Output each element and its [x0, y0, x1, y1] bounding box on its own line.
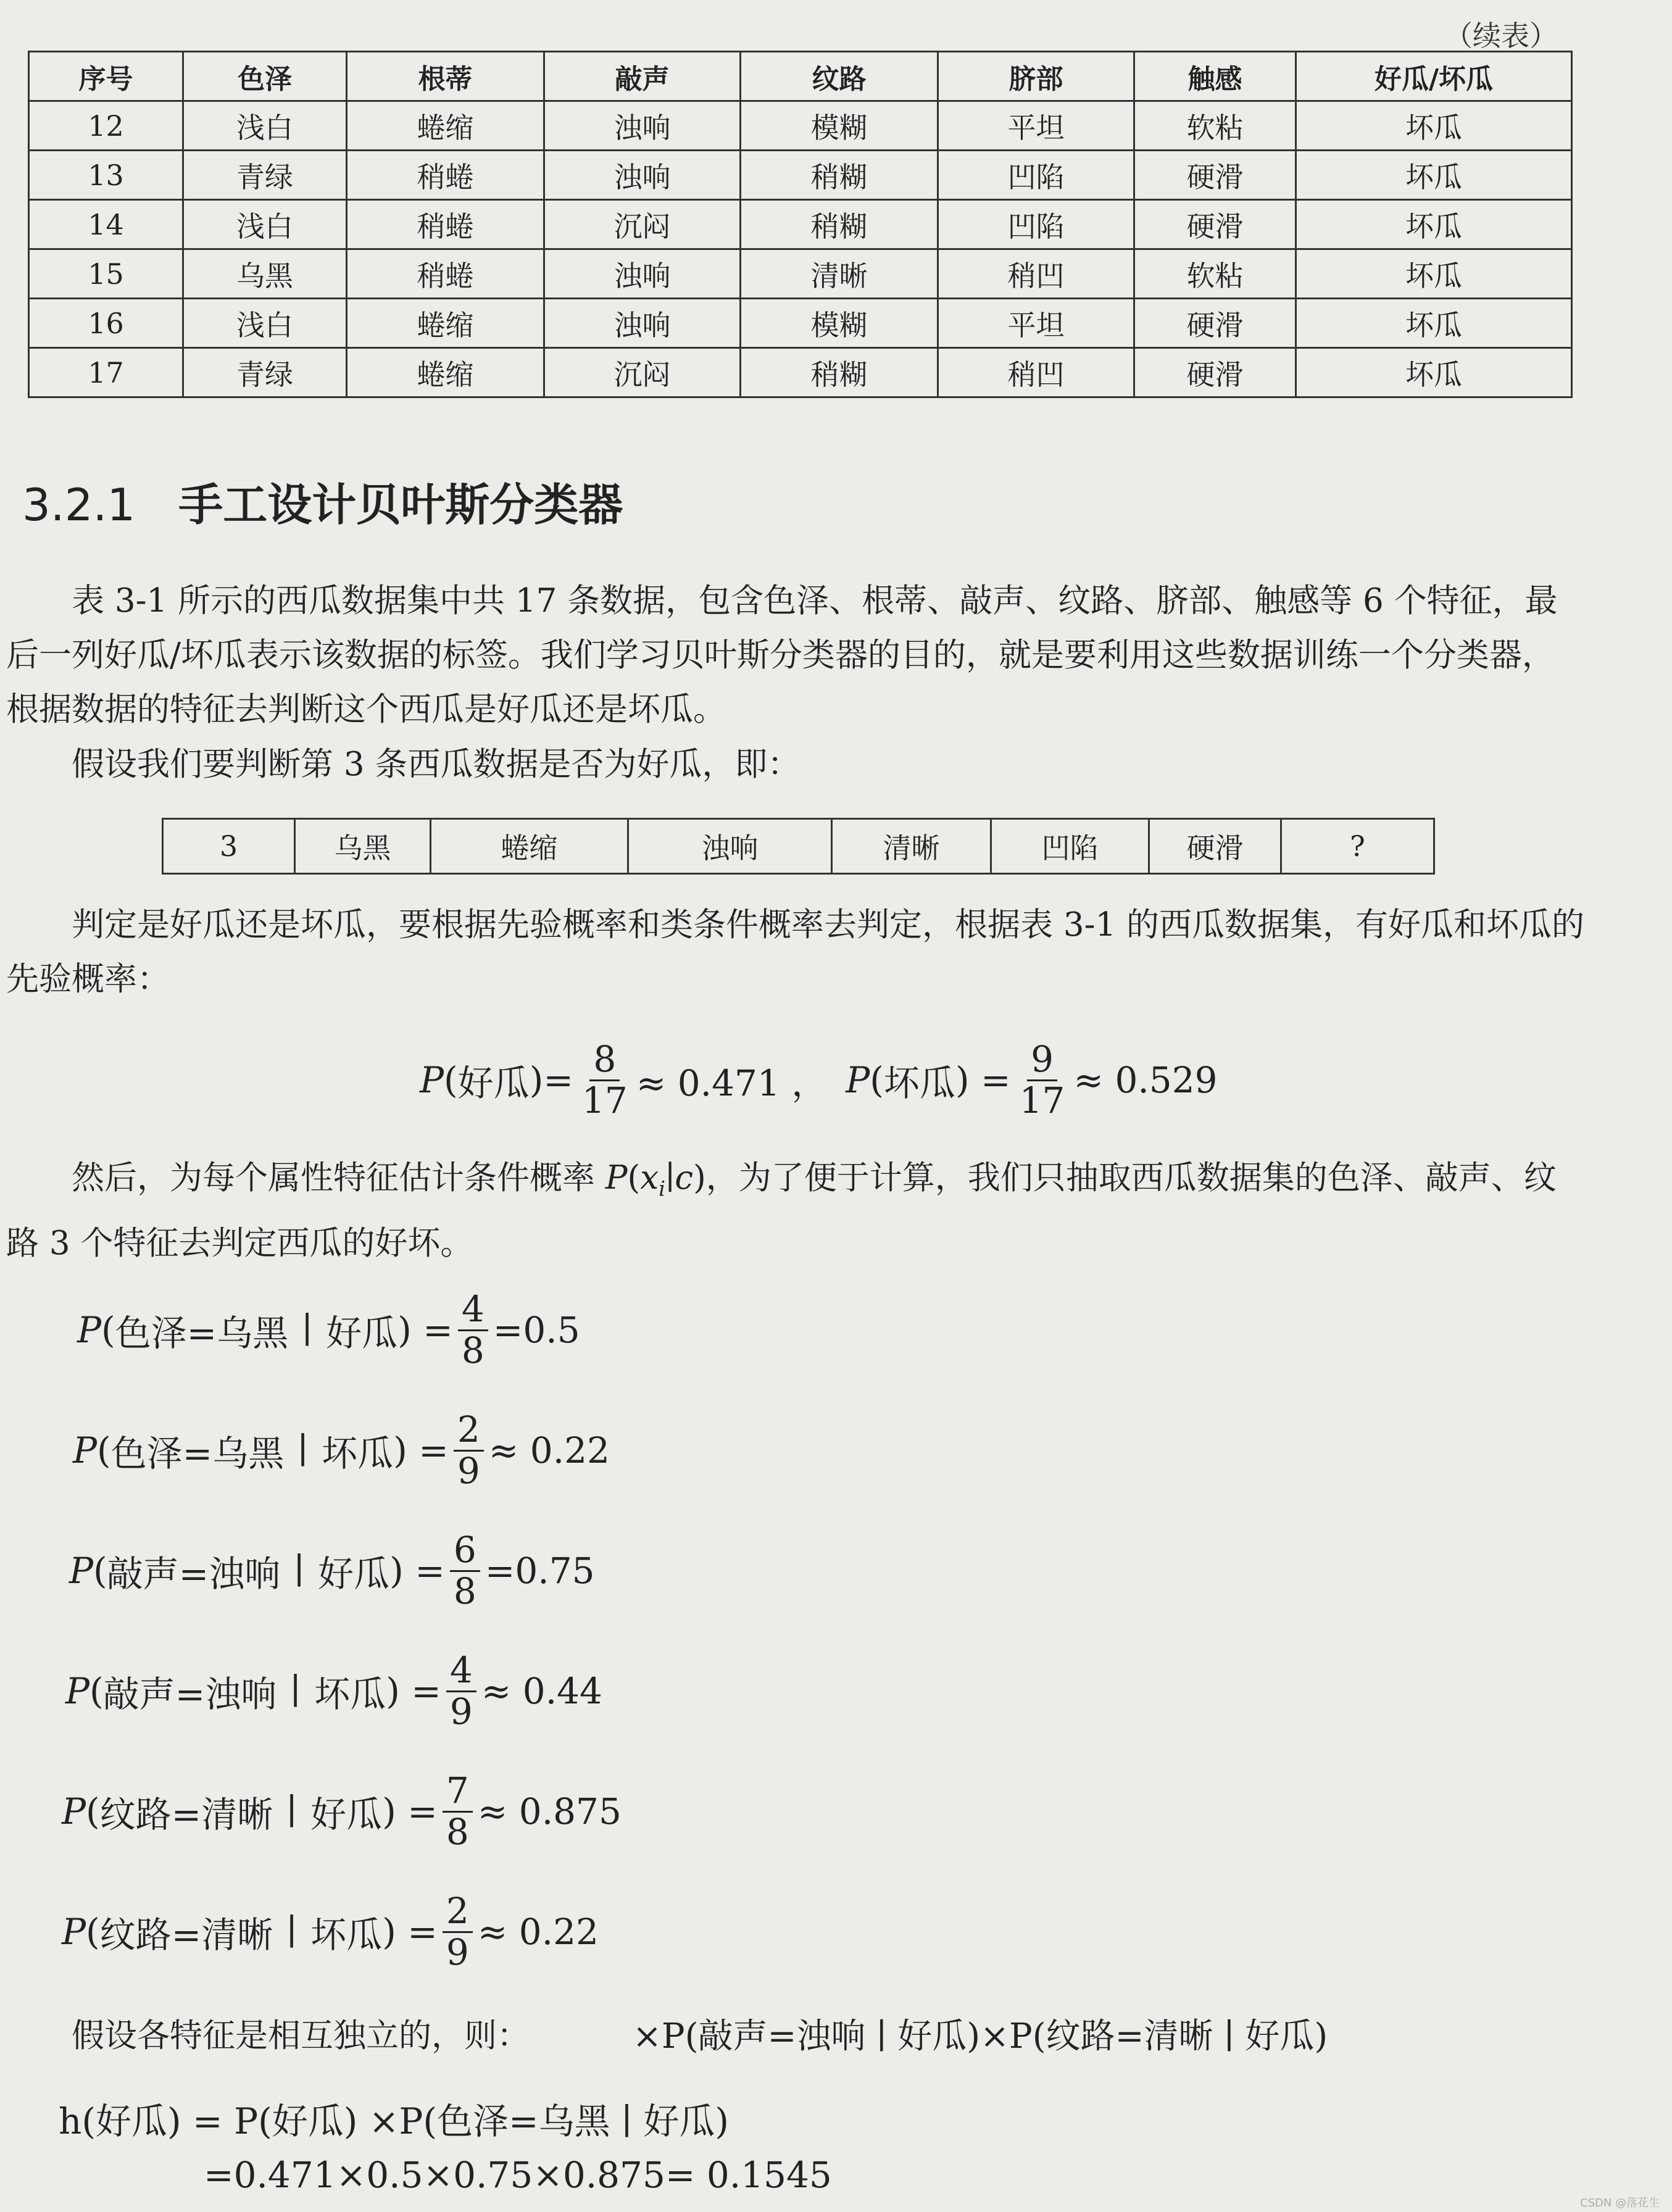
table-cell: 软粘	[1134, 249, 1296, 299]
denominator: 17	[581, 1079, 628, 1121]
table-cell: 模糊	[741, 299, 938, 348]
cond-symbol-c: c	[675, 1159, 694, 1197]
fraction	[446, 1651, 476, 1732]
column-header: 序号	[29, 52, 183, 101]
result: ≈ 0.22	[477, 1911, 599, 1953]
conditional-formula: P ( 敲声=浊响 ∣ 好瓜 ) = $\frac{6}{8}$ =0.75	[69, 1529, 595, 1612]
table-cell: 浅白	[183, 101, 347, 151]
result: =0.75	[485, 1550, 595, 1592]
paragraph-intro: 表 3-1 所示的西瓜数据集中共 17 条数据，包含色泽、根蒂、敲声、纹路、脐部、触感等 6 个特征，最后一列好瓜/坏瓜表示该数据的标签。我们学习贝叶斯分类器的目的，就是要利用这些数据训练一个分类器，根据数据的特征去判断这个西瓜是好瓜还是坏瓜。	[6, 582, 1558, 728]
table-row	[29, 200, 1572, 249]
numerator: 2	[443, 1892, 473, 1933]
paragraph-prior: 判定是好瓜还是坏瓜，要根据先验概率和类条件概率去判定，根据表 3-1 的西瓜数据集，有好瓜和坏瓜的先验概率：	[6, 906, 1585, 998]
table-header-row	[29, 52, 1572, 101]
prior-good-fraction	[578, 1040, 631, 1121]
table-row	[29, 101, 1572, 151]
numerator: 8	[589, 1040, 620, 1081]
table-row	[29, 151, 1572, 200]
paragraph-conditional: 然后，为每个属性特征估计条件概率 $P(x_i∣c)$，为了便于计算，我们只抽取西瓜数据集的色泽、敲声、纹路 3 个特征去判定西瓜的好坏。	[6, 1159, 1557, 1262]
table-cell: 浊响	[544, 101, 741, 151]
table-cell: 浊响	[544, 249, 741, 299]
cond-text-a: 然后，为每个属性特征估计条件概率	[72, 1159, 605, 1197]
table-cell: 浊响	[544, 151, 741, 200]
prior-good-label: 好瓜	[457, 1062, 530, 1105]
class-label: 好瓜	[318, 1553, 390, 1595]
table-row	[29, 249, 1572, 299]
result: ≈ 0.22	[488, 1429, 610, 1472]
query-cell: 凹陷	[991, 819, 1149, 874]
query-row	[163, 819, 1434, 874]
table-cell: 平坦	[938, 101, 1134, 151]
numerator: 2	[454, 1410, 484, 1452]
condition: 色泽=乌黑	[115, 1312, 289, 1355]
table-cell: 浅白	[183, 299, 347, 348]
column-header: 根蒂	[347, 52, 544, 101]
table-cell: 坏瓜	[1296, 249, 1572, 299]
table-cell: 15	[29, 249, 183, 299]
result: =0.5	[493, 1309, 580, 1352]
table-cell: 坏瓜	[1296, 101, 1572, 151]
column-header: 触感	[1134, 52, 1296, 101]
table-cell: 坏瓜	[1296, 151, 1572, 200]
table-cell: 沉闷	[544, 200, 741, 249]
table-cell: 清晰	[741, 249, 938, 299]
table-cell: 乌黑	[183, 249, 347, 299]
column-header: 色泽	[183, 52, 347, 101]
table-cell: 硬滑	[1134, 348, 1296, 397]
table-cell: 坏瓜	[1296, 299, 1572, 348]
section-heading	[22, 469, 623, 533]
final-formula-line3: =0.471×0.5×0.75×0.875= 0.1545	[204, 2154, 832, 2196]
column-header: 纹路	[741, 52, 938, 101]
numerator: 7	[443, 1771, 473, 1813]
section-title: 手工设计贝叶斯分类器	[178, 479, 623, 531]
denominator: 9	[457, 1449, 480, 1492]
prior-bad-value: ≈ 0.529	[1073, 1059, 1218, 1102]
result: ≈ 0.875	[477, 1790, 622, 1833]
query-cell: 蜷缩	[431, 819, 628, 874]
final-formula-line1: ×P(敲声=浊响 ∣ 好瓜)×P(纹路=清晰 ∣ 好瓜)	[633, 2016, 1328, 2056]
fraction	[450, 1531, 480, 1611]
table-cell: 青绿	[183, 151, 347, 200]
cond-symbol-sub: i	[659, 1176, 665, 1202]
class-label: 坏瓜	[310, 1914, 383, 1956]
denominator: 8	[453, 1570, 476, 1612]
column-header: 脐部	[938, 52, 1134, 101]
query-cell: 乌黑	[295, 819, 431, 874]
numerator: 6	[450, 1531, 480, 1572]
table-cell: 稍蜷	[347, 200, 544, 249]
table-row	[29, 299, 1572, 348]
table-cell: 硬滑	[1134, 151, 1296, 200]
table-cell: 16	[29, 299, 183, 348]
condition: 纹路=清晰	[99, 1794, 273, 1836]
table-cell: 稍糊	[741, 151, 938, 200]
class-label: 好瓜	[310, 1794, 383, 1836]
conditional-formula: P ( 色泽=乌黑 ∣ 好瓜 ) = $\frac{4}{8}$ =0.5	[77, 1288, 580, 1371]
column-header: 敲声	[544, 52, 741, 101]
prior-bad-label: 坏瓜	[883, 1062, 955, 1105]
prior-bad-fraction	[1016, 1040, 1069, 1121]
numerator: 4	[446, 1651, 476, 1692]
numerator: 9	[1027, 1040, 1057, 1081]
query-cell: 浊响	[628, 819, 832, 874]
denominator: 17	[1019, 1079, 1065, 1121]
paragraph-assume: 假设我们要判断第 3 条西瓜数据是否为好瓜，即：	[72, 746, 801, 783]
cond-symbol-p: P	[605, 1159, 628, 1197]
conditional-formula: P ( 色泽=乌黑 ∣ 坏瓜 ) = $\frac{2}{9}$ ≈ 0.22	[73, 1408, 610, 1492]
query-cell: 3	[163, 819, 295, 874]
table-cell: 稍糊	[741, 200, 938, 249]
table-cell: 蜷缩	[347, 299, 544, 348]
class-label: 坏瓜	[322, 1432, 394, 1475]
conditional-formula: P ( 纹路=清晰 ∣ 好瓜 ) = $\frac{7}{8}$ ≈ 0.875	[62, 1769, 622, 1853]
table-cell: 13	[29, 151, 183, 200]
table-cell: 蜷缩	[347, 348, 544, 397]
condition: 纹路=清晰	[99, 1914, 273, 1956]
table-row	[29, 348, 1572, 397]
table-cell: 软粘	[1134, 101, 1296, 151]
conditional-formula: P ( 敲声=浊响 ∣ 坏瓜 ) = $\frac{4}{9}$ ≈ 0.44	[65, 1649, 602, 1732]
fraction	[458, 1290, 488, 1371]
table-cell: 浅白	[183, 200, 347, 249]
section-number: 3.2.1	[22, 479, 136, 531]
fraction	[443, 1771, 473, 1852]
condition: 色泽=乌黑	[110, 1432, 285, 1475]
table-cell: 浊响	[544, 299, 741, 348]
query-cell: 清晰	[832, 819, 991, 874]
class-label: 坏瓜	[314, 1673, 386, 1716]
table-cell: 凹陷	[938, 200, 1134, 249]
watermark: CSDN @落花生	[1580, 2197, 1660, 2210]
prior-formula: P ( 好瓜 )= $\frac{8}{17}$ ≈ 0.471 ， P ( 坏瓜 ) = $\frac{9}{17}$ ≈ 0.529	[420, 1038, 1218, 1121]
table-cell: 沉闷	[544, 348, 741, 397]
paragraph-independence: 假设各特征是相互独立的，则：	[72, 2017, 530, 2055]
continuation-label: （续表）	[1444, 19, 1558, 52]
table-cell: 稍蜷	[347, 249, 544, 299]
final-formula-line2: h(好瓜) = P(好瓜) ×P(色泽=乌黑 ∣ 好瓜)	[59, 2100, 730, 2142]
watermelon-table	[28, 51, 1573, 398]
table-cell: 14	[29, 200, 183, 249]
table-cell: 17	[29, 348, 183, 397]
denominator: 9	[449, 1690, 473, 1732]
table-cell: 坏瓜	[1296, 200, 1572, 249]
table-cell: 稍糊	[741, 348, 938, 397]
table-cell: 硬滑	[1134, 299, 1296, 348]
prior-good-value: ≈ 0.471 ，	[636, 1062, 828, 1105]
table-cell: 稍凹	[938, 249, 1134, 299]
class-label: 好瓜	[326, 1312, 398, 1355]
fraction	[443, 1892, 473, 1973]
cond-symbol-x: x	[640, 1159, 659, 1197]
numerator: 4	[458, 1290, 488, 1331]
table-cell: 12	[29, 101, 183, 151]
denominator: 8	[461, 1329, 485, 1371]
table-cell: 模糊	[741, 101, 938, 151]
column-header: 好瓜/坏瓜	[1296, 52, 1572, 101]
table-cell: 稍蜷	[347, 151, 544, 200]
condition: 敲声=浊响	[107, 1553, 281, 1595]
conditional-formula: P ( 纹路=清晰 ∣ 坏瓜 ) = $\frac{2}{9}$ ≈ 0.22	[62, 1890, 599, 1973]
denominator: 8	[446, 1810, 469, 1853]
query-row-table	[162, 818, 1435, 875]
query-cell: ?	[1281, 819, 1434, 874]
cond-text-b: ，为了便于计算，我们只抽取西瓜数据集的色泽、敲声、纹路 3 个特征去判定西瓜的好坏。	[6, 1159, 1557, 1262]
query-cell: 硬滑	[1149, 819, 1281, 874]
table-cell: 凹陷	[938, 151, 1134, 200]
result: ≈ 0.44	[481, 1670, 602, 1713]
table-cell: 蜷缩	[347, 101, 544, 151]
table-cell: 稍凹	[938, 348, 1134, 397]
condition: 敲声=浊响	[103, 1673, 277, 1716]
table-cell: 平坦	[938, 299, 1134, 348]
denominator: 9	[446, 1931, 469, 1973]
table-cell: 硬滑	[1134, 200, 1296, 249]
table-cell: 坏瓜	[1296, 348, 1572, 397]
fraction	[454, 1410, 484, 1491]
table-cell: 青绿	[183, 348, 347, 397]
